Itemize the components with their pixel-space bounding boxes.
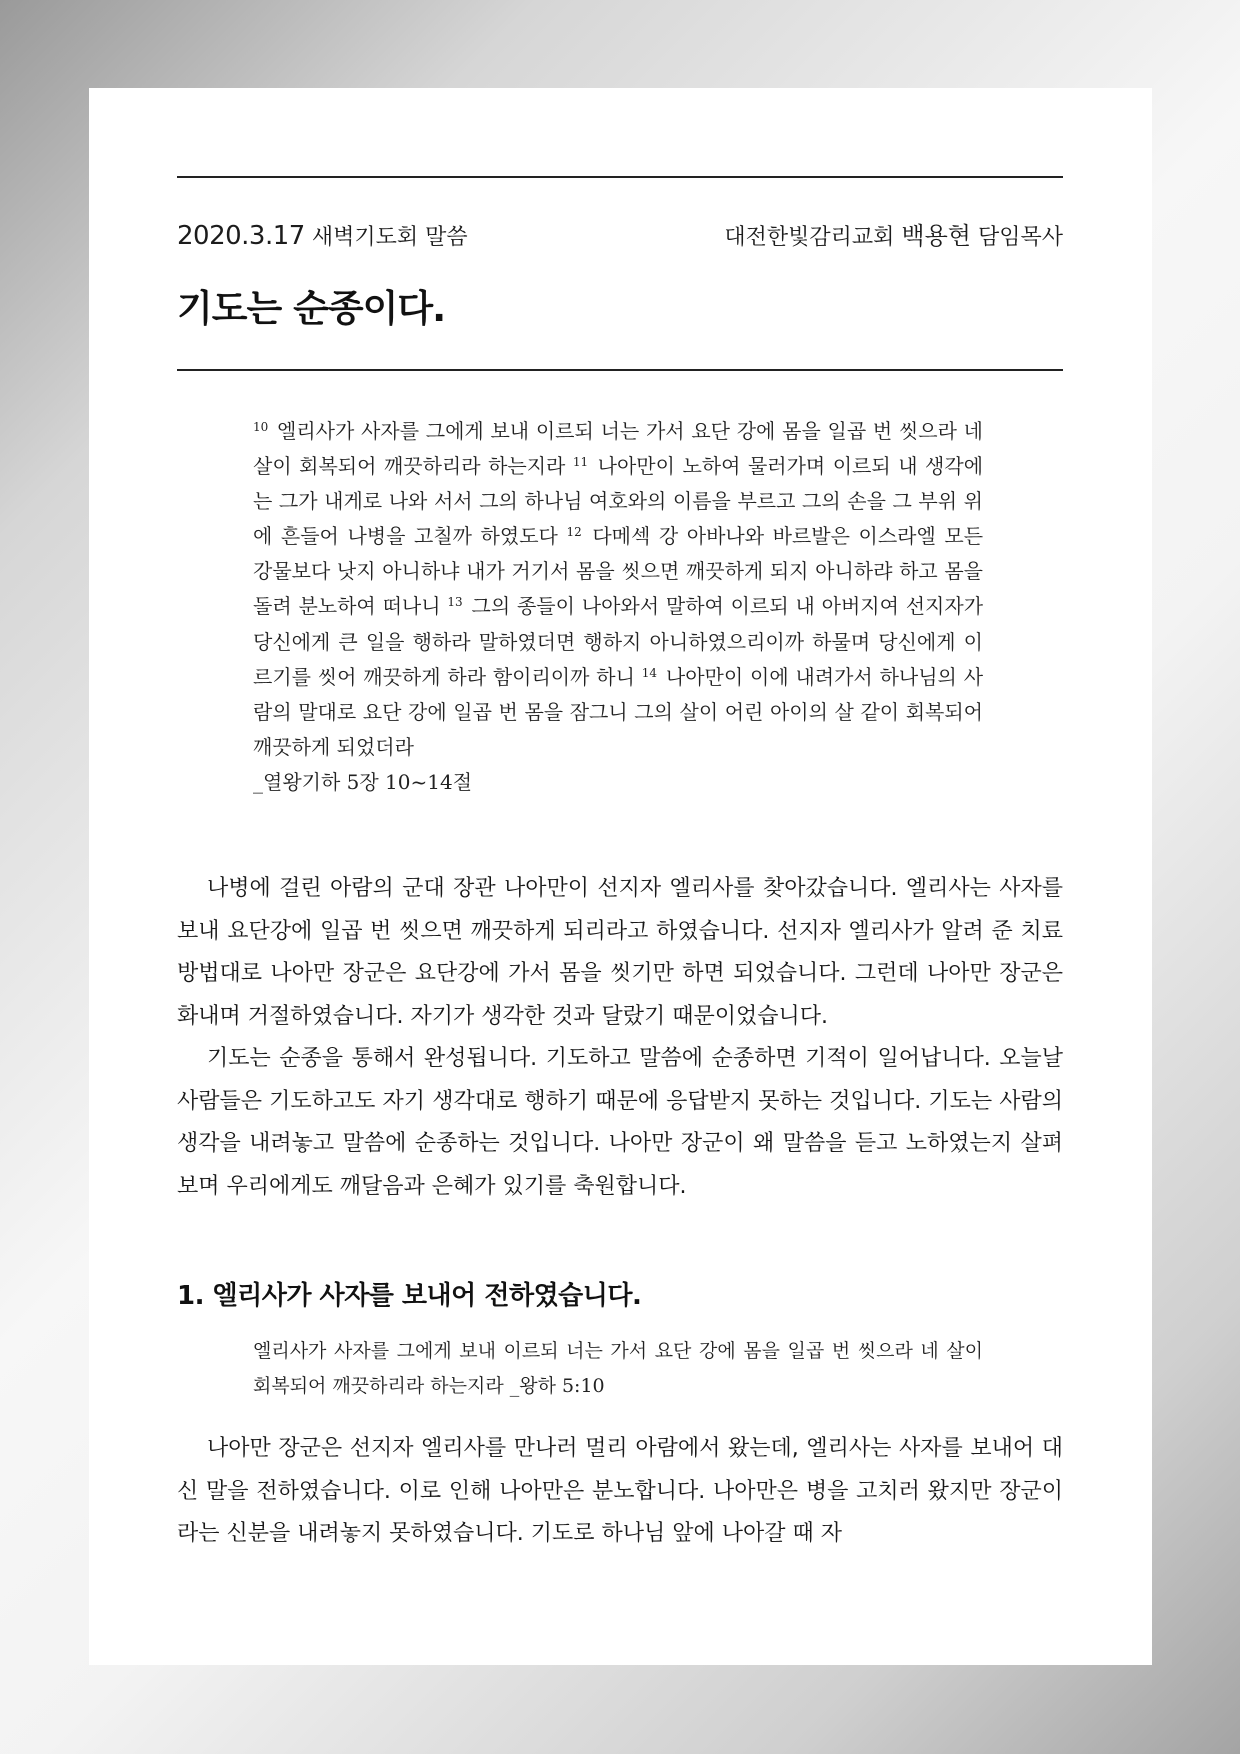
sermon-title: 기도는 순종이다. bbox=[177, 287, 446, 330]
body-paragraph: 기도는 순종을 통해서 완성됩니다. 기도하고 말씀에 순종하면 기적이 일어납니다. 오늘날 사람들은 기도하고도 자기 생각대로 행하기 때문에 응답받지 못하는 것입니다. 기도는 사람의 생각을 내려놓고 말씀에 순종하는 것입니다. 나아만 장군이 왜 말씀을 듣고 노하였는지 살펴보며 우리에게도 깨달음과 은혜가 있기를 축원합니다. bbox=[177, 1046, 1063, 1199]
section-heading: 1. 엘리사가 사자를 보내어 전하였습니다. bbox=[177, 1281, 642, 1311]
church-name: 대전한빛감리교회 bbox=[724, 225, 895, 250]
service-name: 새벽기도회 말씀 bbox=[311, 225, 468, 250]
scripture-passage bbox=[253, 414, 983, 765]
verse-number: 11 bbox=[572, 455, 589, 470]
preacher-line bbox=[724, 220, 1063, 254]
sermon-date-line bbox=[177, 220, 468, 254]
verse-text: 나아만이 노하여 물러가며 이르되 내 생각에는 그가 내게로 나와 서서 그의 하나님 여호와의 이름을 부르고 그의 손을 그 부위 위에 흔들어 나병을 고칠까 하였도다 bbox=[253, 454, 984, 549]
verse-number: 12 bbox=[566, 525, 582, 540]
scripture-reference: _열왕기하 5장 10~14절 bbox=[253, 769, 473, 794]
verse-text: 엘리사가 사자를 그에게 보내 이르되 너는 가서 요단 강에 몸을 일곱 번 씻으라 네 살이 회복되어 깨끗하리라 하는지라 bbox=[253, 419, 983, 479]
verse-number: 13 bbox=[447, 595, 463, 610]
body-paragraph: 나아만 장군은 선지자 엘리사를 만나러 멀리 아람에서 왔는데, 엘리사는 사자를 보내어 대신 말을 전하였습니다. 이로 인해 나아만은 분노합니다. 나아만은 병을 고치러 왔지만 장군이라는 신분을 내려놓지 못하였습니다. 기도로 하나님 앞에 나아갈 때 자 bbox=[177, 1436, 1063, 1546]
header-bottom-rule bbox=[177, 369, 1063, 371]
header-top-rule bbox=[177, 176, 1063, 178]
intro-section bbox=[177, 868, 1063, 1208]
sermon-meta bbox=[177, 220, 1063, 252]
verse-number: 14 bbox=[641, 665, 658, 680]
pastor-title: 담임목사 bbox=[977, 225, 1063, 250]
scripture-block bbox=[253, 414, 983, 800]
verse-text: 다메섹 강 아바나와 바르발은 이스라엘 모든 강물보다 낫지 아니하냐 내가 거기서 몸을 씻으면 깨끗하게 되지 아니하랴 하고 몸을 돌려 분노하여 떠나니 bbox=[253, 524, 984, 619]
document-page bbox=[89, 88, 1152, 1665]
pastor-name: 백용현 bbox=[901, 222, 971, 250]
section-body bbox=[177, 1428, 1063, 1556]
sermon-date: 2020.3.17 bbox=[177, 221, 305, 251]
verse-text: 나아만이 이에 내려가서 하나님의 사람의 말대로 요단 강에 일곱 번 몸을 잠그니 그의 살이 어린 아이의 살 같이 회복되어 깨끗하게 되었더라 bbox=[253, 664, 984, 759]
verse-text: 그의 종들이 나아와서 말하여 이르되 내 아버지여 선지자가 당신에게 큰 일을 행하라 말하였더면 행하지 아니하였으리이까 하물며 당신에게 이르기를 씻어 깨끗하게 하라 함이리이까 하니 bbox=[253, 594, 984, 689]
section-quote: 엘리사가 사자를 그에게 보내 이르되 너는 가서 요단 강에 몸을 일곱 번 씻으라 네 살이 회복되어 깨끗하리라 하는지라 _왕하 5:10 bbox=[253, 1340, 983, 1397]
body-paragraph: 나병에 걸린 아람의 군대 장관 나아만이 선지자 엘리사를 찾아갔습니다. 엘리사는 사자를 보내 요단강에 일곱 번 씻으면 깨끗하게 되리라고 하였습니다. 선지자 엘리사가 알려 준 치료 방법대로 나아만 장군은 요단강에 가서 몸을 씻기만 하면 되었습니다. 그런데 나아만 장군은 화내며 거절하였습니다. 자기가 생각한 것과 달랐기 때문이었습니다. bbox=[177, 876, 1063, 1029]
verse-number: 10 bbox=[253, 420, 269, 434]
